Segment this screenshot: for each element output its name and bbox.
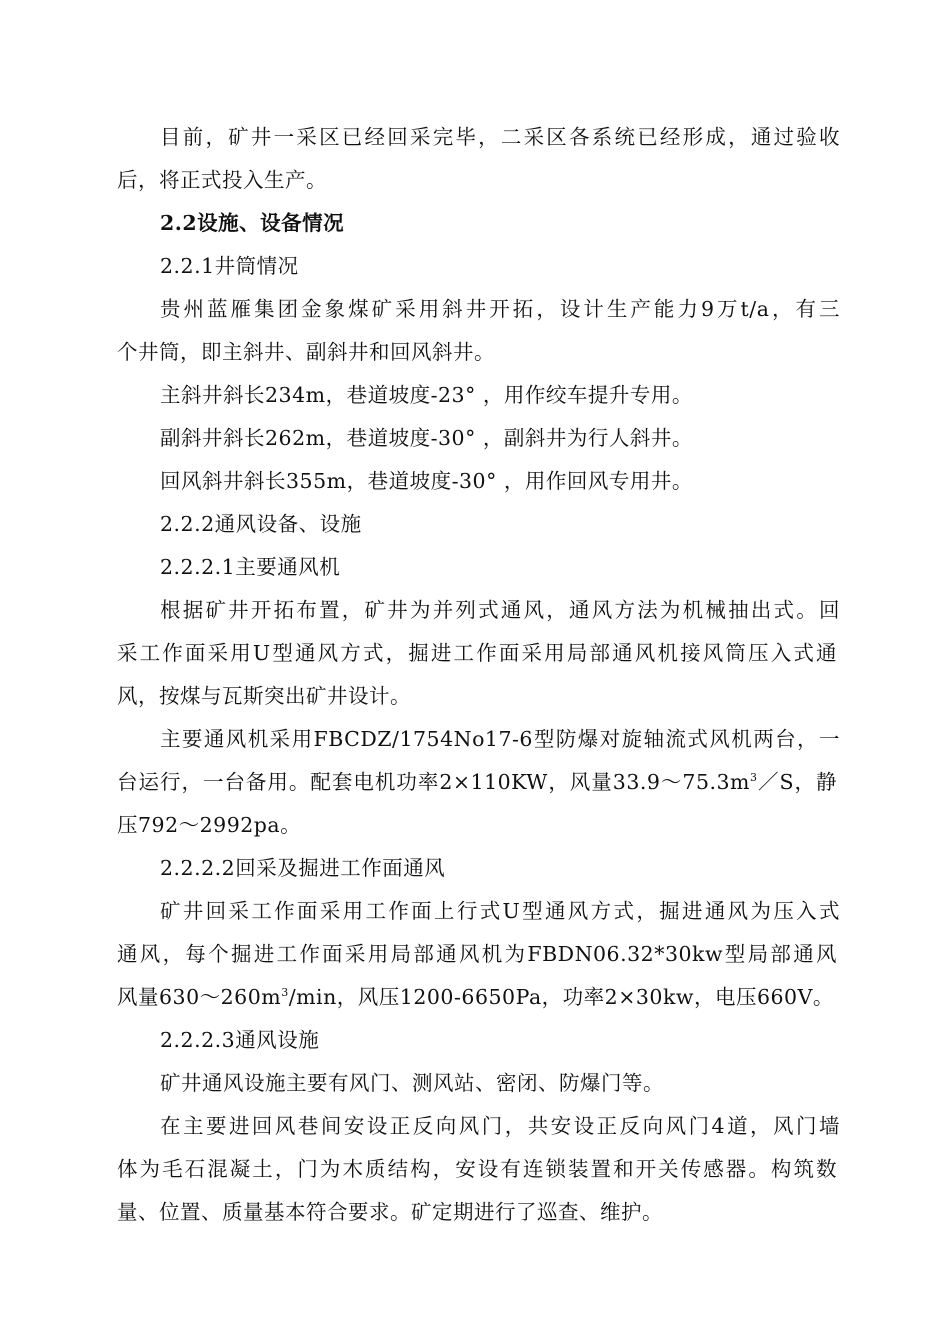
section-heading-2-2-2-3: 2.2.2.3通风设施: [160, 1028, 320, 1052]
paragraph-face-ventilation-line-3: [117, 982, 837, 1012]
paragraph-doors-line-3: 量、位置、质量基本符合要求。矿定期进行了巡查、维护。: [117, 1200, 663, 1224]
section-heading-2-2-2-1: 2.2.2.1主要通风机: [160, 555, 341, 579]
paragraph-main-fan-line-2: [117, 767, 837, 797]
paragraph-ventilation-line-1: 根据矿井开拓布置，矿井为并列式通风，通风方法为机械抽出式。回: [160, 598, 840, 622]
section-heading-2-2-2: 2.2.2通风设备、设施: [160, 512, 362, 536]
pressure-power-text: /min，风压1200-6650Pa，功率2×30kw，电压660V。: [288, 985, 834, 1009]
paragraph-main-fan-line-1: 主要通风机采用FBCDZ/1754No17-6型防爆对旋轴流式风机两台，一: [160, 727, 840, 751]
paragraph-facilities: 矿井通风设施主要有风门、测风站、密闭、防爆门等。: [160, 1071, 664, 1095]
section-heading-2-2: 2.2设施、设备情况: [160, 211, 345, 235]
main-fan-unit-text: ／S，静: [757, 770, 837, 794]
paragraph-main-fan-line-3: 压792～2992pa。: [117, 813, 302, 837]
paragraph-doors-line-1: 在主要进回风巷间安设正反向风门，共安设正反向风门4道，风门墙: [160, 1114, 840, 1138]
paragraph-face-ventilation-line-2: 通风，每个掘进工作面采用局部通风机为FBDN06.32*30kw型局部通风: [117, 942, 837, 966]
paragraph-shafts-line-1: 贵州蓝雁集团金象煤矿采用斜井开拓，设计生产能力9万t/a，有三: [160, 297, 840, 321]
section-heading-2-2-2-2: 2.2.2.2回采及掘进工作面通风: [160, 856, 446, 880]
paragraph-doors-line-2: 体为毛石混凝土，门为木质结构，安设有连锁装置和开关传感器。构筑数: [117, 1157, 837, 1181]
paragraph-return-shaft: 回风斜井斜长355m，巷道坡度-30° ，用作回风专用井。: [160, 469, 693, 493]
paragraph-ventilation-line-3: 风，按煤与瓦斯突出矿井设计。: [117, 684, 411, 708]
superscript-3: 3: [281, 986, 289, 1000]
paragraph-main-shaft: 主斜井斜长234m，巷道坡度-23° ，用作绞车提升专用。: [160, 383, 693, 407]
paragraph-status-line-1: 目前，矿井一采区已经回采完毕，二采区各系统已经形成，通过验收: [160, 125, 840, 149]
paragraph-shafts-line-2: 个井筒，即主斜井、副斜井和回风斜井。: [117, 340, 495, 364]
paragraph-status-line-2: 后，将正式投入生产。: [117, 168, 327, 192]
paragraph-face-ventilation-line-1: 矿井回采工作面采用工作面上行式U型通风方式，掘进通风为压入式: [160, 899, 840, 923]
superscript-3: 3: [750, 771, 758, 785]
main-fan-power-text: 台运行，一台备用。配套电机功率2×110KW，风量33.9～75.3m: [117, 770, 750, 794]
section-heading-2-2-1: 2.2.1井筒情况: [160, 254, 299, 278]
paragraph-auxiliary-shaft: 副斜井斜长262m，巷道坡度-30° ，副斜井为行人斜井。: [160, 426, 693, 450]
air-volume-text: 风量630～260m: [117, 985, 282, 1009]
paragraph-ventilation-line-2: 采工作面采用U型通风方式，掘进工作面采用局部通风机接风筒压入式通: [117, 641, 837, 665]
